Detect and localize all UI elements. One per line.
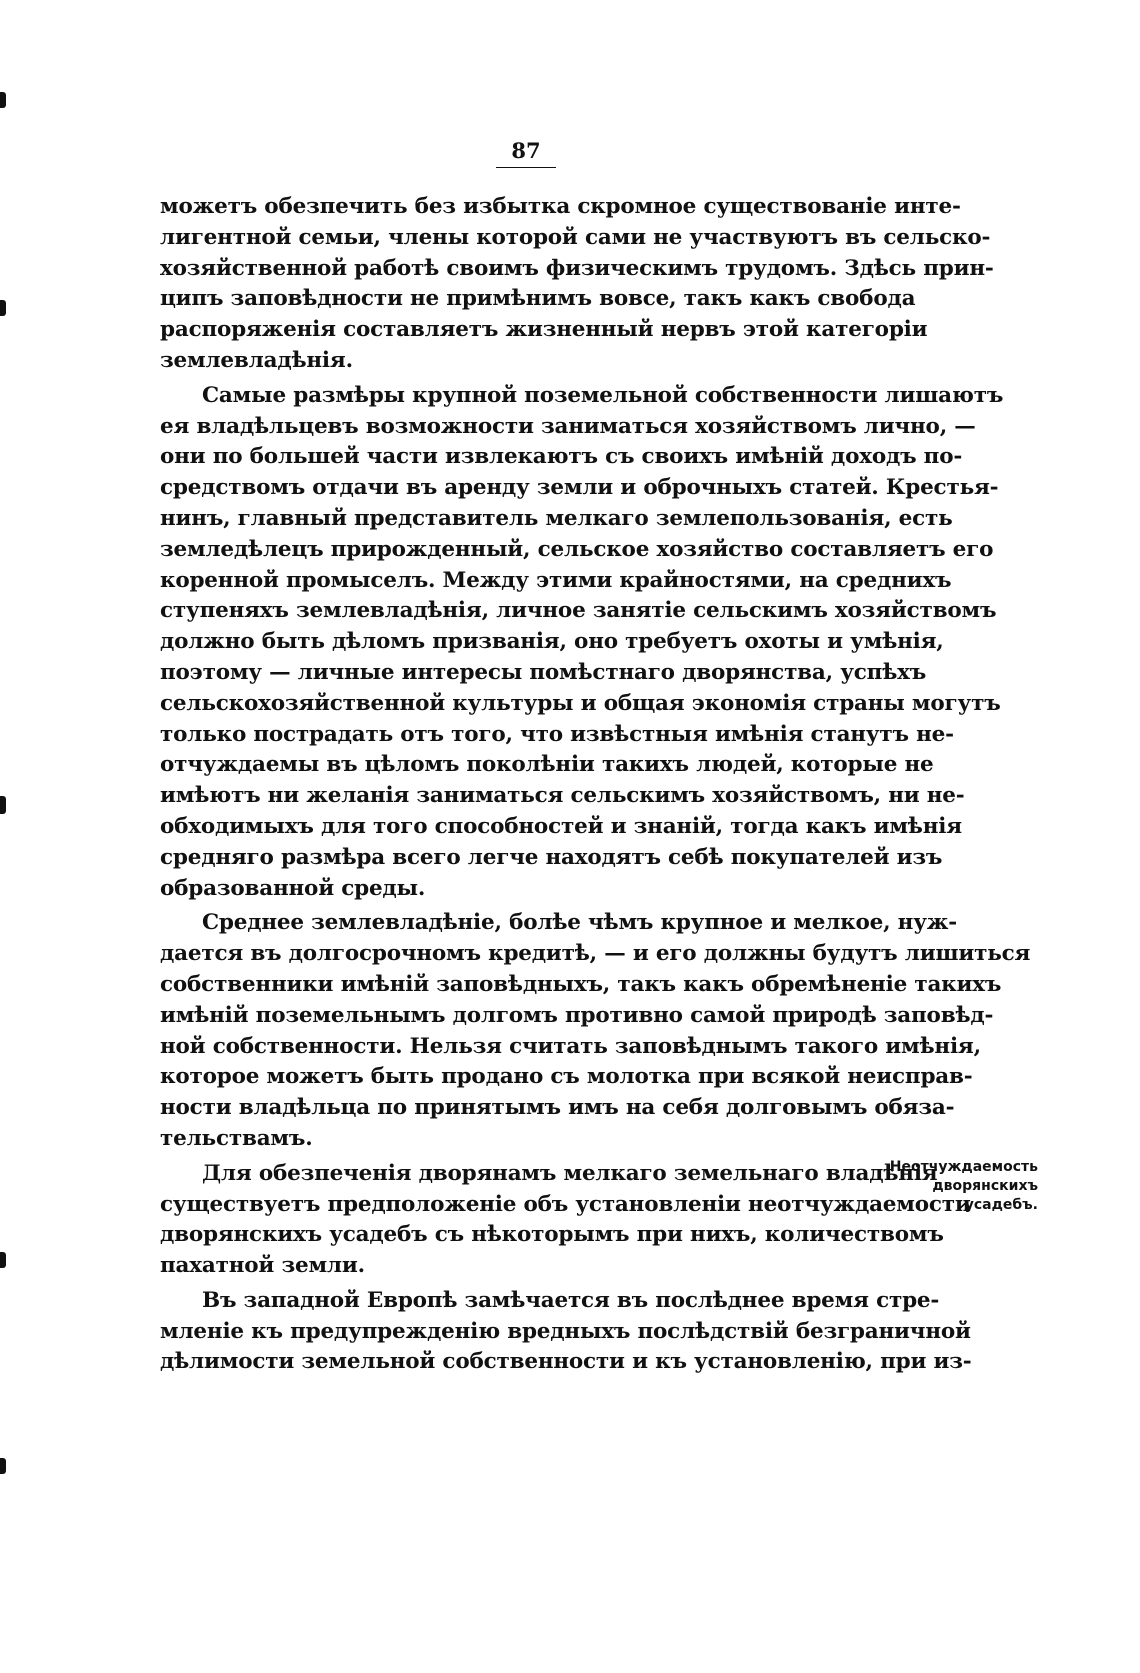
text-line: отчуждаемы въ цѣломъ поколѣніи такихъ людей, которые не bbox=[160, 752, 934, 778]
text-line: сельскохозяйственной культуры и общая экономія страны могутъ bbox=[160, 690, 1001, 716]
text-line: земледѣлецъ прирожденный, сельское хозяйство составляетъ его bbox=[160, 536, 994, 562]
text-line: только пострадать отъ того, что извѣстныя имѣнія станутъ не- bbox=[160, 721, 954, 747]
paragraph bbox=[160, 908, 1031, 1154]
paragraph bbox=[160, 192, 994, 377]
text-line: тельствамъ. bbox=[160, 1125, 313, 1151]
text-line: ея владѣльцевъ возможности заниматься хозяйствомъ лично, — bbox=[160, 413, 976, 439]
binding-mark bbox=[0, 796, 6, 814]
text-line: ступеняхъ землевладѣнія, личное занятіе сельскимъ хозяйствомъ bbox=[160, 598, 997, 624]
text-line: они по большей части извлекаютъ съ своихъ имѣній доходъ по- bbox=[160, 444, 963, 470]
text-line: дѣлимости земельной собственности и къ установленію, при из- bbox=[160, 1349, 972, 1375]
text-line: распоряженія составляетъ жизненный нервъ этой категоріи bbox=[160, 317, 928, 343]
paragraph bbox=[160, 381, 1004, 905]
text-line: Самые размѣры крупной поземельной собственности лишаютъ bbox=[202, 382, 1004, 408]
text-line: средствомъ отдачи въ аренду земли и оброчныхъ статей. Крестья- bbox=[160, 475, 999, 501]
text-line: Среднее землевладѣніе, болѣе чѣмъ крупное и мелкое, нуж- bbox=[202, 910, 958, 936]
text-line: Въ западной Европѣ замѣчается въ послѣднее время стре- bbox=[202, 1287, 940, 1313]
paragraph bbox=[160, 1286, 972, 1378]
text-line: имѣній поземельнымъ долгомъ противно самой природѣ заповѣд- bbox=[160, 1002, 994, 1028]
binding-mark bbox=[0, 92, 6, 108]
text-line: лигентной семьи, члены которой сами не участвуютъ въ сельско- bbox=[160, 224, 991, 250]
text-line: дается въ долгосрочномъ кредитѣ, — и его должны будутъ лишиться bbox=[160, 941, 1031, 967]
text-line: которое можетъ быть продано съ молотка при всякой неисправ- bbox=[160, 1064, 973, 1090]
text-line: собственники имѣній заповѣдныхъ, такъ какъ обремѣненіе такихъ bbox=[160, 971, 1002, 997]
text-line: землевладѣнія. bbox=[160, 347, 353, 373]
binding-mark bbox=[0, 1252, 6, 1268]
text-line: средняго размѣра всего легче находятъ себѣ покупателей изъ bbox=[160, 844, 943, 870]
margin-note-line: усадебъ. bbox=[964, 1197, 1038, 1213]
margin-note-line: Неотчуждаемость bbox=[889, 1159, 1038, 1175]
margin-note bbox=[878, 1158, 1038, 1215]
text-line: существуетъ предположеніе объ установленіи неотчуждаемости bbox=[160, 1191, 971, 1217]
text-line: поэтому — личные интересы помѣстнаго дворянства, успѣхъ bbox=[160, 659, 927, 685]
text-line: ности владѣльца по принятымъ имъ на себя долговымъ обяза- bbox=[160, 1095, 955, 1121]
margin-note-line: дворянскихъ bbox=[932, 1178, 1038, 1194]
binding-mark bbox=[0, 1458, 6, 1474]
text-line: можетъ обезпечить без избытка скромное существованіе инте- bbox=[160, 194, 961, 219]
text-line: Для обезпеченія дворянамъ мелкаго земельнаго владѣнія bbox=[202, 1160, 938, 1186]
text-line: ной собственности. Нельзя считать заповѣднымъ такого имѣнія, bbox=[160, 1033, 981, 1059]
text-line: нинъ, главный представитель мелкаго землепользованія, есть bbox=[160, 505, 953, 531]
text-line: мленіе къ предупрежденію вредныхъ послѣдствій безграничной bbox=[160, 1318, 971, 1344]
text-line: коренной промыселъ. Между этими крайностями, на среднихъ bbox=[160, 567, 952, 593]
text-line: обходимыхъ для того способностей и знаній, тогда какъ имѣнія bbox=[160, 813, 962, 839]
text-line: хозяйственной работѣ своимъ физическимъ трудомъ. Здѣсь прин- bbox=[160, 255, 994, 281]
text-line: образованной среды. bbox=[160, 875, 426, 901]
text-line: ципъ заповѣдности не примѣнимъ вовсе, такъ какъ свобода bbox=[160, 286, 916, 312]
text-line: дворянскихъ усадебъ съ нѣкоторымъ при нихъ, количествомъ bbox=[160, 1222, 944, 1248]
text-line: должно быть дѣломъ призванія, оно требуетъ охоты и умѣнія, bbox=[160, 629, 944, 655]
text-line: имѣютъ ни желанія заниматься сельскимъ хозяйствомъ, ни не- bbox=[160, 783, 965, 809]
page-number: 87 bbox=[496, 138, 556, 168]
text-line: пахатной земли. bbox=[160, 1253, 365, 1279]
binding-mark bbox=[0, 300, 6, 316]
